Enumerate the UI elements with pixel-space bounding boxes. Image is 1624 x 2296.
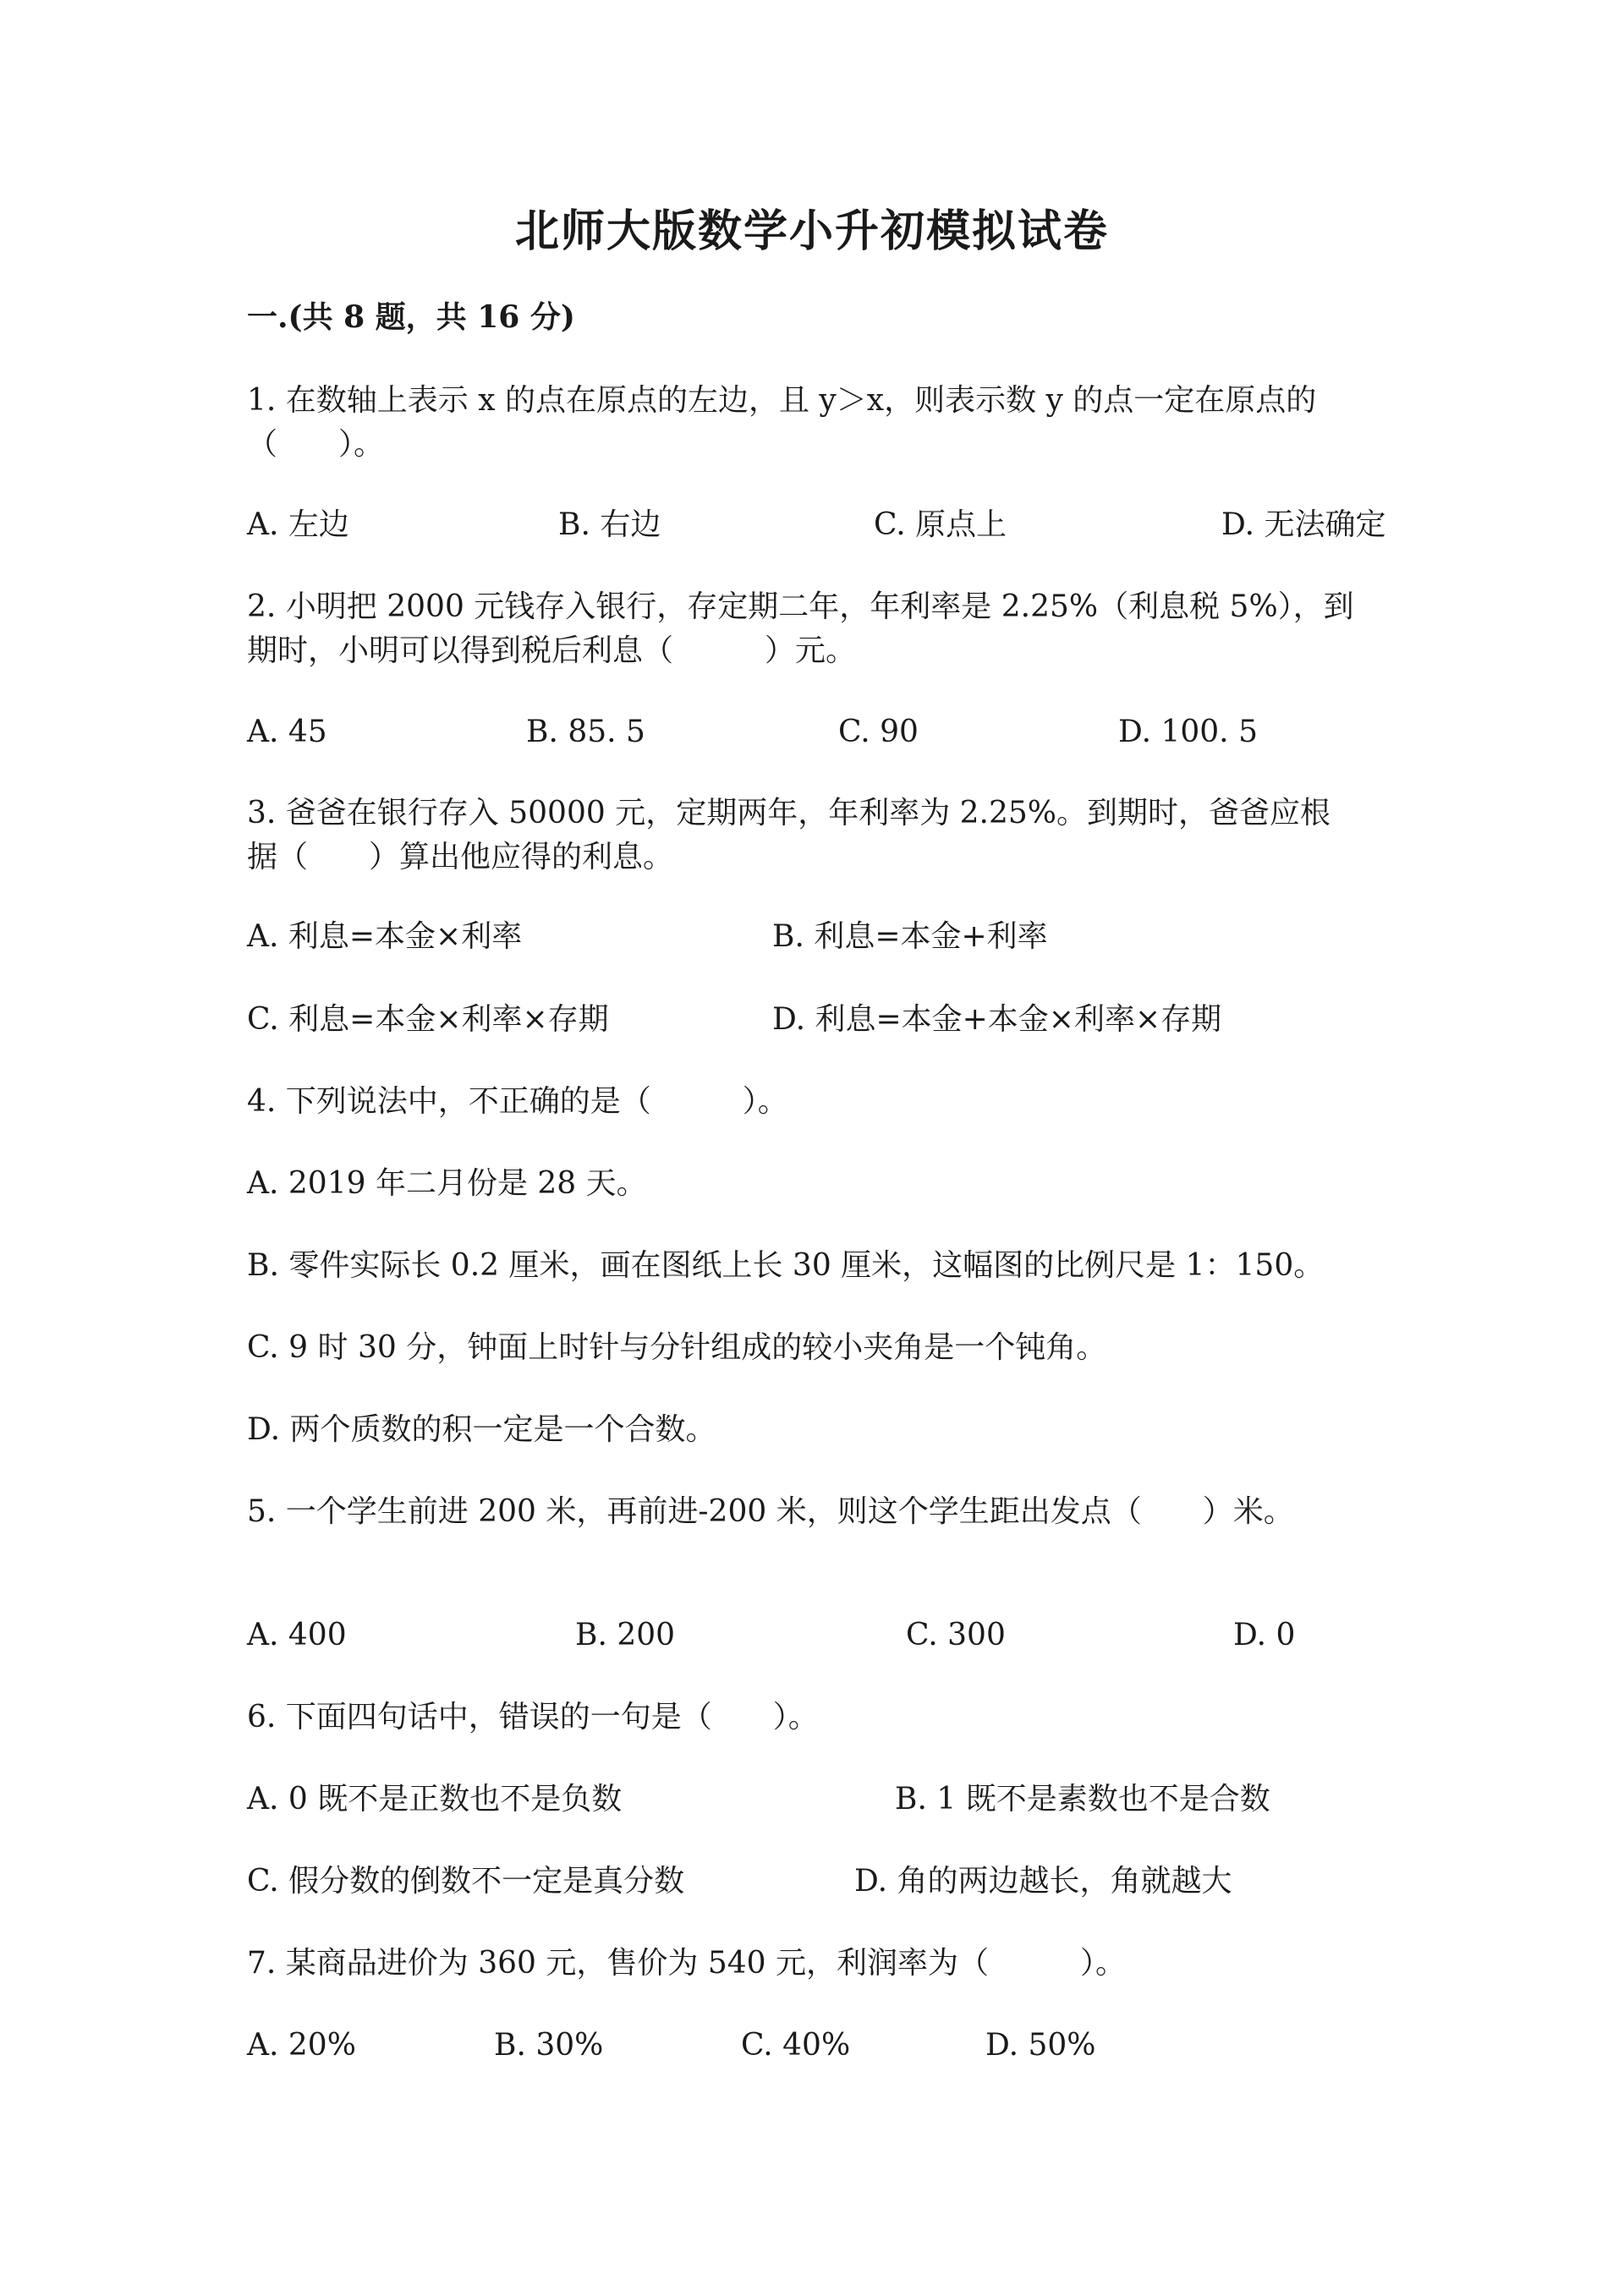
question-6-line-1: 6. 下面四句话中，错误的一句是（ ）。: [247, 1700, 819, 1734]
question-7-option-c[interactable]: C. 40%: [741, 2028, 851, 2063]
question-1-line-1: 1. 在数轴上表示 x 的点在原点的左边，且 y＞x，则表示数 y 的点一定在原点的: [247, 383, 1317, 418]
question-6: [247, 1696, 1380, 1740]
question-3-option-d[interactable]: D. 利息=本金+本金×利率×存期: [772, 1002, 1222, 1037]
question-4-option-a[interactable]: A. 2019 年二月份是 28 天。: [247, 1166, 647, 1201]
question-1-option-a[interactable]: A. 左边: [247, 507, 349, 542]
question-3-option-a[interactable]: A. 利息=本金×利率: [247, 919, 523, 954]
question-6-option-a[interactable]: A. 0 既不是正数也不是负数: [247, 1782, 623, 1817]
question-7-line-1: 7. 某商品进价为 360 元，售价为 540 元，利润率为（ ）。: [247, 1946, 1126, 1981]
question-5-option-a[interactable]: A. 400: [247, 1618, 347, 1652]
question-1-option-c[interactable]: C. 原点上: [874, 507, 1007, 542]
question-4-option-b[interactable]: B. 零件实际长 0.2 厘米，画在图纸上长 30 厘米，这幅图的比例尺是 1：150。: [247, 1248, 1325, 1283]
question-1-option-b[interactable]: B. 右边: [558, 507, 661, 542]
question-7-option-d[interactable]: D. 50%: [985, 2028, 1096, 2063]
question-2-option-d[interactable]: D. 100. 5: [1118, 715, 1258, 749]
question-5-option-b[interactable]: B. 200: [575, 1618, 676, 1652]
question-4: [247, 1080, 1380, 1124]
question-1-option-d[interactable]: D. 无法确定: [1221, 507, 1386, 542]
question-1: [247, 379, 1380, 467]
section-heading: 一.(共 8 题，共 16 分): [247, 299, 575, 335]
question-2: [247, 585, 1380, 673]
question-3-line-2: 据（ ）算出他应得的利息。: [247, 840, 674, 874]
question-5-line-1: 5. 一个学生前进 200 米，再前进-200 米，则这个学生距出发点（ ）米。: [247, 1494, 1294, 1529]
question-6-option-c[interactable]: C. 假分数的倒数不一定是真分数: [247, 1864, 685, 1899]
question-4-option-d[interactable]: D. 两个质数的积一定是一个合数。: [247, 1412, 716, 1447]
question-7-option-b[interactable]: B. 30%: [494, 2028, 604, 2063]
question-2-option-a[interactable]: A. 45: [247, 715, 327, 749]
question-2-line-2: 期时，小明可以得到税后利息（ ）元。: [247, 633, 857, 668]
question-4-option-c[interactable]: C. 9 时 30 分，钟面上时针与分针组成的较小夹角是一个钝角。: [247, 1330, 1107, 1365]
question-6-option-d[interactable]: D. 角的两边越长，角就越大: [854, 1864, 1232, 1899]
question-7-option-a[interactable]: A. 20%: [247, 2028, 356, 2063]
question-5: [247, 1490, 1380, 1534]
question-2-option-b[interactable]: B. 85. 5: [526, 715, 645, 749]
question-1-line-2: （ ）。: [247, 427, 385, 462]
question-6-option-b[interactable]: B. 1 既不是素数也不是合数: [895, 1782, 1270, 1817]
question-4-line-1: 4. 下列说法中，不正确的是（ ）。: [247, 1084, 788, 1119]
question-7: [247, 1942, 1380, 1986]
question-3: [247, 792, 1380, 879]
question-3-option-b[interactable]: B. 利息=本金+利率: [772, 919, 1048, 954]
page-title: 北师大版数学小升初模拟试卷: [514, 205, 1109, 257]
question-2-option-c[interactable]: C. 90: [838, 715, 919, 749]
question-3-line-1: 3. 爸爸在银行存入 50000 元，定期两年，年利率为 2.25%。到期时，爸爸应根: [247, 796, 1331, 830]
question-3-option-c[interactable]: C. 利息=本金×利率×存期: [247, 1002, 609, 1037]
question-2-line-1: 2. 小明把 2000 元钱存入银行，存定期二年，年利率是 2.25%（利息税 5%），到: [247, 589, 1354, 624]
question-5-option-d[interactable]: D. 0: [1233, 1618, 1296, 1652]
question-5-option-c[interactable]: C. 300: [906, 1618, 1006, 1652]
